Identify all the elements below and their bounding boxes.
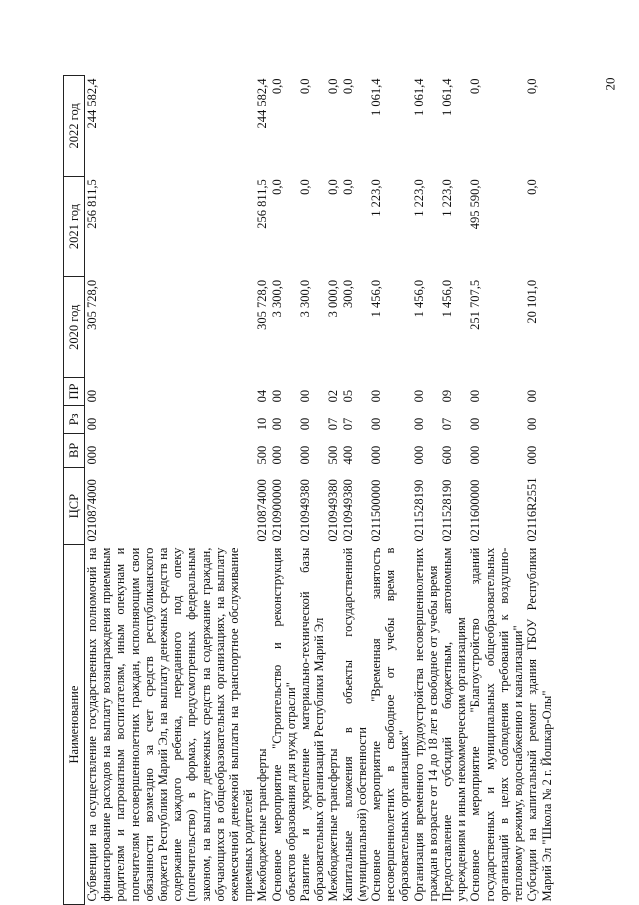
cell-csr: 0210949380: [298, 479, 313, 542]
cell-y2022: 0,0: [298, 78, 313, 95]
cell-rz: 00: [411, 417, 426, 431]
cell-csr: 0211528190: [440, 479, 455, 542]
cell-name: Основное мероприятие "Благоустройство зданий государственных и муниципальных общеобразовательных организаций в целях соблюдения требований к воздушно-тепловому режиму, водоснабжению и канализации": [468, 547, 526, 902]
cell-y2020: 1 456,0: [369, 279, 384, 318]
cell-y2021: 1 223,0: [440, 179, 455, 217]
cell-y2022: 0,0: [326, 78, 341, 95]
cell-pr: 00: [369, 389, 384, 403]
cell-y2020: 1 456,0: [440, 279, 455, 318]
cell-y2022: 1 061,4: [369, 78, 384, 116]
cell-vr: 000: [298, 445, 313, 465]
cell-y2021: 0,0: [340, 179, 355, 195]
cell-y2020: 1 456,0: [411, 279, 426, 318]
cell-pr: 00: [468, 389, 483, 403]
cell-name: Организация временного трудоустройства несовершеннолетних граждан в возрасте от 14 до 18 лет в свободное от учебы время: [411, 547, 440, 902]
cell-rz: 00: [468, 417, 483, 431]
cell-pr: 00: [411, 389, 426, 403]
table-row: [412, 76, 440, 905]
cell-csr: 0211500000: [369, 479, 384, 542]
cell-y2020: 305 728,0: [255, 279, 270, 330]
cell-rz: 00: [298, 417, 313, 431]
cell-y2021: 256 811,5: [255, 179, 270, 229]
cell-y2020: 20 101,0: [525, 279, 540, 324]
table-header-row: [64, 76, 85, 905]
cell-y2022: 0,0: [269, 78, 284, 95]
cell-y2020: 300,0: [340, 279, 355, 309]
cell-csr: 0210949380: [326, 479, 341, 542]
header-pr: ПР: [64, 378, 85, 406]
cell-rz: 07: [340, 417, 355, 431]
cell-y2020: 251 707,5: [468, 279, 483, 330]
cell-csr: 02116R2551: [525, 477, 540, 542]
cell-name: Межбюджетные трансферты: [326, 748, 341, 902]
table-row: [255, 76, 269, 905]
table-row: [85, 76, 256, 905]
cell-y2020: 3 300,0: [298, 279, 313, 318]
cell-pr: 02: [326, 389, 341, 403]
header-csr: ЦСР: [64, 468, 85, 545]
cell-y2021: 1 223,0: [369, 179, 384, 217]
cell-vr: 500: [326, 445, 341, 465]
table-row: [270, 76, 298, 905]
cell-name: Предоставление субсидий бюджетным, автономным учреждениям и иным некоммерческим организациям: [440, 547, 469, 902]
cell-pr: 09: [440, 389, 455, 403]
cell-vr: 000: [269, 445, 284, 465]
cell-y2022: 0,0: [340, 78, 355, 95]
cell-vr: 500: [255, 445, 270, 465]
cell-vr: 000: [85, 445, 99, 465]
cell-y2022: 0,0: [525, 78, 540, 95]
cell-y2020: 3 000,0: [326, 279, 341, 318]
table-body: [85, 76, 554, 905]
cell-rz: 07: [326, 417, 341, 431]
cell-vr: 000: [411, 445, 426, 465]
cell-pr: 00: [298, 389, 313, 403]
table-row: [525, 76, 553, 905]
cell-rz: 00: [85, 417, 99, 431]
cell-pr: 04: [255, 389, 270, 403]
cell-y2022: 1 061,4: [440, 78, 455, 116]
rotated-table-container: [63, 75, 593, 905]
cell-pr: 00: [269, 389, 284, 403]
cell-y2022: 244 582,4: [255, 78, 270, 129]
cell-y2021: 256 811,5: [85, 179, 99, 229]
cell-y2020: 305 728,0: [85, 279, 99, 330]
cell-rz: 10: [255, 417, 270, 431]
cell-csr: 0211600000: [468, 479, 483, 542]
cell-csr: 0210949380: [340, 479, 355, 542]
cell-vr: 400: [340, 445, 355, 465]
cell-y2021: 0,0: [269, 179, 284, 195]
cell-name: Субвенции на осуществление государственных полномочий на финансирование расходов на выплату вознаграждения приемным родителям и патронатным воспитателям, иным опекунам и попечителям несовершеннолетних граждан, исполняющим свои обязанности возмездно за счет средств республиканского бюджета Республики Марий Эл, на выплату денежных средств на содержание каждого ребенка, переданного под опеку (попечительство) в формах, предусмотренных федеральным законом, на выплату денежных средств на содержание граждан, обучающихся в общеобразовательных организациях, на выплату ежемесячной денежной выплаты на транспортное обслуживание приемных родителей: [85, 547, 256, 902]
budget-table: [63, 75, 554, 905]
table-row: [468, 76, 525, 905]
cell-name: Развитие и укрепление материально-технической базы образовательных организаций Республики Марий Эл: [298, 547, 327, 902]
cell-name: Основное мероприятие "Временная занятость несовершеннолетних в свободное от учебы время в образовательных организациях": [369, 547, 412, 902]
cell-y2021: 495 590,0: [468, 179, 483, 230]
cell-y2021: 0,0: [326, 179, 341, 195]
cell-vr: 600: [440, 445, 455, 465]
cell-y2022: 0,0: [468, 78, 483, 95]
cell-pr: 00: [525, 389, 540, 403]
cell-pr: 00: [85, 389, 99, 403]
cell-csr: 0211528190: [411, 479, 426, 542]
header-rz: Рз: [64, 405, 85, 433]
header-vr: ВР: [64, 433, 85, 467]
cell-y2021: 0,0: [298, 179, 313, 195]
cell-csr: 0210900000: [269, 479, 284, 542]
cell-name: Межбюджетные трансферты: [255, 748, 270, 902]
cell-name: Капитальные вложения в объекты государственной (муниципальной) собственности: [340, 547, 369, 902]
cell-y2022: 244 582,4: [85, 78, 99, 129]
table-row: [298, 76, 326, 905]
cell-vr: 000: [525, 445, 540, 465]
table-row: [440, 76, 468, 905]
cell-y2022: 1 061,4: [411, 78, 426, 116]
cell-rz: 00: [369, 417, 384, 431]
cell-y2021: 0,0: [525, 179, 540, 195]
header-2020: 2020 год: [64, 277, 85, 378]
cell-name: Субсидии на капитальный ремонт здания ГБОУ Республики Марий Эл "Школа № 2 г. Йошкар-Олы": [525, 547, 554, 902]
cell-pr: 05: [340, 389, 355, 403]
cell-vr: 000: [369, 445, 384, 465]
cell-y2021: 1 223,0: [411, 179, 426, 217]
header-name: Наименование: [64, 545, 85, 905]
cell-y2020: 3 300,0: [269, 279, 284, 318]
cell-name: Основное мероприятие "Строительство и реконструкция объектов образования для нужд отрасли": [269, 547, 298, 902]
page-number: 20: [602, 77, 618, 91]
table-row: [369, 76, 412, 905]
cell-vr: 000: [468, 445, 483, 465]
header-2022: 2022 год: [64, 76, 85, 177]
table-row: [341, 76, 369, 905]
table-row: [326, 76, 340, 905]
cell-csr: 0210874000: [85, 479, 99, 542]
cell-rz: 00: [525, 417, 540, 431]
cell-csr: 0210874000: [255, 479, 270, 542]
cell-rz: 00: [269, 417, 284, 431]
header-2021: 2021 год: [64, 176, 85, 277]
cell-rz: 07: [440, 417, 455, 431]
